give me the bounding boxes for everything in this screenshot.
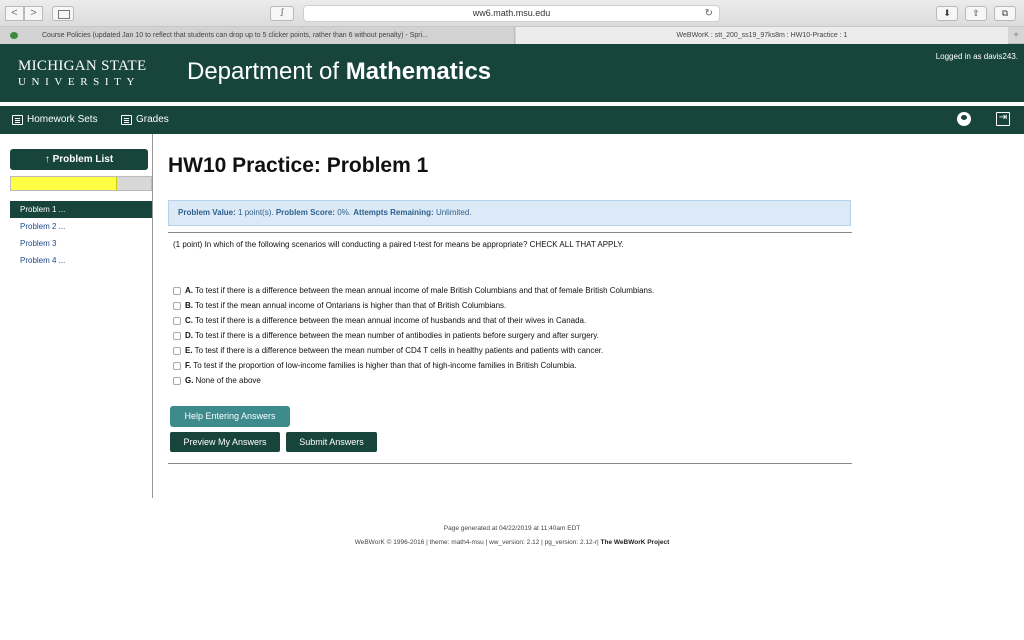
choice-letter: G. xyxy=(185,376,194,385)
grades-icon xyxy=(121,115,132,125)
dept-name: Mathematics xyxy=(345,58,492,85)
divider xyxy=(168,463,852,464)
toolbar-right-buttons xyxy=(936,6,1016,21)
logout-icon[interactable]: ⇥ xyxy=(996,112,1010,126)
department-title xyxy=(187,58,491,86)
score-label: Problem Score: xyxy=(275,208,335,217)
credits-line xyxy=(0,536,1024,550)
new-tab-button[interactable]: + xyxy=(1013,30,1019,41)
forward-button[interactable]: > xyxy=(24,6,43,21)
problem-nav-item-2[interactable]: Problem 2 ... xyxy=(20,222,66,231)
tabs-overview-button[interactable]: ⧉ xyxy=(994,6,1016,21)
logo-line-1: MICHIGAN STATE xyxy=(18,58,147,74)
choice-letter: A. xyxy=(185,286,193,295)
preview-answers-button[interactable]: Preview My Answers xyxy=(170,432,280,452)
msu-logo[interactable] xyxy=(18,58,146,88)
problem-info-box xyxy=(168,200,851,226)
nav-grades-label: Grades xyxy=(136,114,169,125)
value-text: 1 point(s). xyxy=(238,208,274,217)
generated-timestamp: Page generated at 04/22/2019 at 11:40am EDT xyxy=(443,525,581,532)
help-entering-answers-button[interactable]: Help Entering Answers xyxy=(170,406,290,427)
choice-d-checkbox[interactable] xyxy=(173,332,181,340)
value-label: Problem Value: xyxy=(178,208,236,217)
tab-label: Course Policies (updated Jan 10 to reflect that students can drop up to 5 clicker points, rather than 6 without penalty) - Spri... xyxy=(42,32,428,39)
tab-course-policies[interactable] xyxy=(0,27,515,44)
page-title: HW10 Practice: Problem 1 xyxy=(168,154,429,177)
choice-text: To test if there is a difference between the mean annual income of male British Columbians and that of female British Columbians. xyxy=(195,286,655,295)
choice-text: To test if there is a difference between the mean number of CD4 T cells in healthy patients and patients with cancer. xyxy=(194,346,604,355)
choice-text: To test if there is a difference between the mean number of antibodies in patients before surgery and after surgery. xyxy=(195,331,599,340)
choice-letter: C. xyxy=(185,316,193,325)
choice-f[interactable] xyxy=(173,358,654,373)
user-account-icon[interactable] xyxy=(957,112,971,126)
site-header xyxy=(0,44,1024,102)
answer-choices xyxy=(173,283,654,388)
question-text: (1 point) In which of the following scenarios will conducting a paired t-test for means be appropriate? CHECK ALL THAT APPLY. xyxy=(173,240,624,249)
choice-b-checkbox[interactable] xyxy=(173,302,181,310)
choice-e[interactable] xyxy=(173,343,654,358)
problem-nav-list xyxy=(10,201,152,269)
problem-list-button[interactable]: ↑ Problem List xyxy=(10,149,148,170)
choice-letter: D. xyxy=(185,331,193,340)
back-button[interactable]: < xyxy=(5,6,24,21)
choice-c-checkbox[interactable] xyxy=(173,317,181,325)
choice-c[interactable] xyxy=(173,313,654,328)
nav-homework-sets[interactable] xyxy=(12,114,98,125)
choice-b[interactable] xyxy=(173,298,654,313)
sidebar-toggle-button[interactable] xyxy=(52,6,74,21)
choice-f-checkbox[interactable] xyxy=(173,362,181,370)
choice-a-checkbox[interactable] xyxy=(173,287,181,295)
choice-text: To test if the proportion of low-income families is higher than that of high-income families in British Columbia. xyxy=(193,361,577,370)
extension-button[interactable]: ꭍ xyxy=(270,6,294,21)
divider xyxy=(168,232,852,233)
choice-text: To test if the mean annual income of Ontarians is higher than that of British Columbians. xyxy=(195,301,507,310)
nav-grades[interactable] xyxy=(121,114,169,125)
choice-text: To test if there is a difference between the mean annual income of husbands and that of their wives in Canada. xyxy=(195,316,587,325)
nav-homework-sets-label: Homework Sets xyxy=(27,114,98,125)
left-sidebar xyxy=(0,134,153,498)
logo-line-2: UNIVERSITY xyxy=(18,76,140,88)
problem-nav-item-3[interactable]: Problem 3 xyxy=(20,239,57,248)
browser-toolbar xyxy=(0,0,1024,27)
choice-letter: E. xyxy=(185,346,193,355)
choice-g-checkbox[interactable] xyxy=(173,377,181,385)
logged-in-status: Logged in as davis243. xyxy=(935,52,1018,61)
url-text: ww6.math.msu.edu xyxy=(472,8,551,18)
page-footer xyxy=(0,522,1024,550)
choice-letter: F. xyxy=(185,361,192,370)
progress-bar-fill xyxy=(11,177,117,190)
site-favicon-icon xyxy=(10,32,18,39)
choice-a[interactable] xyxy=(173,283,654,298)
choice-g[interactable] xyxy=(173,373,654,388)
attempts-text: Unlimited. xyxy=(435,208,472,217)
share-button[interactable]: ⇪ xyxy=(965,6,987,21)
submit-answers-button[interactable]: Submit Answers xyxy=(286,432,377,452)
choice-d[interactable] xyxy=(173,328,654,343)
tab-strip xyxy=(0,27,1024,44)
main-nav xyxy=(0,104,1024,134)
score-text: 0%. xyxy=(337,208,352,217)
dept-prefix: Department of xyxy=(187,58,346,85)
progress-bar xyxy=(10,176,152,191)
tab-webwork[interactable] xyxy=(516,27,1008,44)
choice-text: None of the above xyxy=(195,376,261,385)
tab-label: WeBWorK : stt_200_ss19_97ks8m : HW10-Practice : 1 xyxy=(676,32,848,39)
credits-text: WeBWorK © 1996-2016 | theme: math4-msu | ww_version: 2.12 | pg_version: 2.12-r| xyxy=(354,539,599,546)
address-bar[interactable] xyxy=(303,5,720,22)
attempts-label: Attempts Remaining: xyxy=(353,208,434,217)
reload-icon[interactable]: ↻ xyxy=(704,8,713,19)
choice-letter: B. xyxy=(185,301,193,310)
list-icon xyxy=(12,115,23,125)
history-buttons xyxy=(5,6,43,21)
download-button[interactable]: ⬇ xyxy=(936,6,958,21)
webwork-project-link[interactable]: The WeBWorK Project xyxy=(600,539,670,546)
choice-e-checkbox[interactable] xyxy=(173,347,181,355)
problem-nav-item-4[interactable]: Problem 4 ... xyxy=(20,256,66,265)
problem-nav-item-1[interactable]: Problem 1 ... xyxy=(10,201,152,218)
